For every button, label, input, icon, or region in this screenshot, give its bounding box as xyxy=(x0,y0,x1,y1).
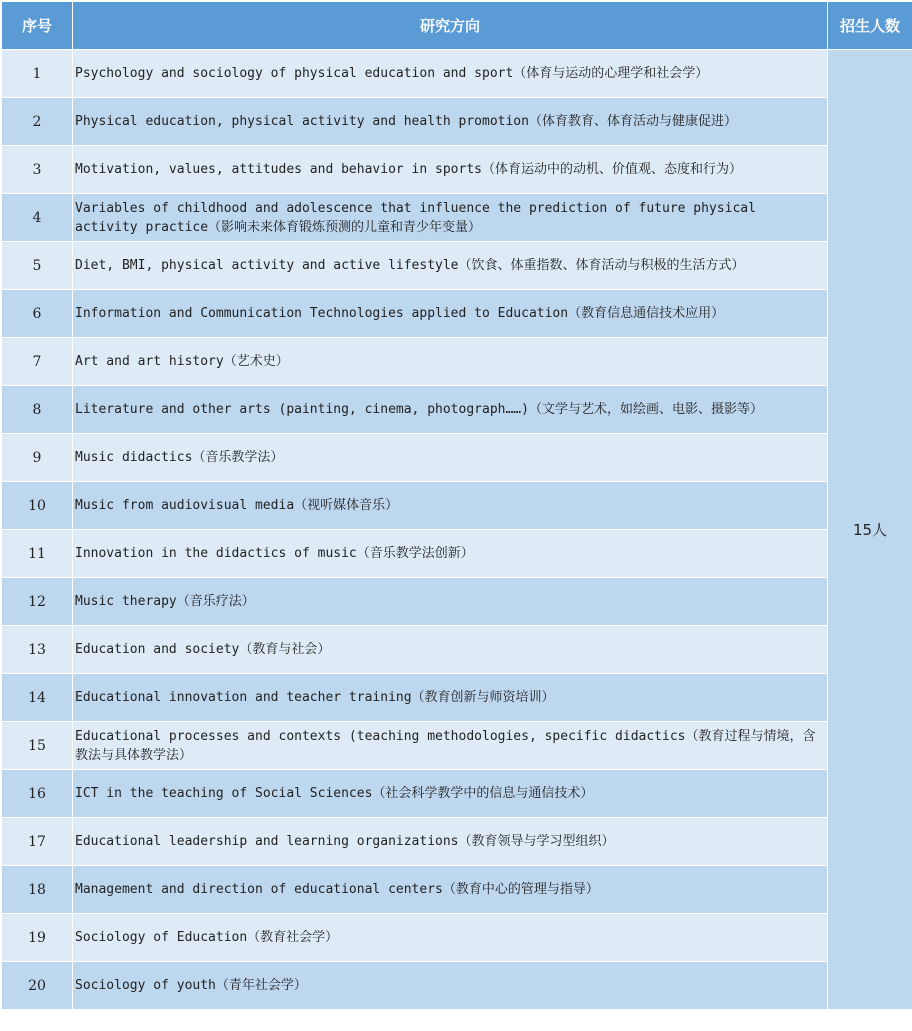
row-research-direction: Music from audiovisual media（视听媒体音乐） xyxy=(73,482,828,530)
header-quota: 招生人数 xyxy=(828,2,912,50)
table-row xyxy=(2,98,912,146)
table-row xyxy=(2,674,912,722)
row-index: 16 xyxy=(2,770,73,818)
row-research-direction: Sociology of Education（教育社会学） xyxy=(73,914,828,962)
table-header-row xyxy=(2,2,912,50)
row-research-direction: Literature and other arts (painting, cinema, photograph……)（文学与艺术，如绘画、电影、摄影等） xyxy=(73,386,828,434)
row-research-direction: Information and Communication Technologies applied to Education（教育信息通信技术应用） xyxy=(73,290,828,338)
row-index: 9 xyxy=(2,434,73,482)
row-index: 2 xyxy=(2,98,73,146)
row-research-direction: Educational processes and contexts (teaching methodologies, specific didactics（教育过程与情境，含教法与具体教学法） xyxy=(73,722,828,770)
row-research-direction: Innovation in the didactics of music（音乐教学法创新） xyxy=(73,530,828,578)
row-research-direction: Art and art history（艺术史） xyxy=(73,338,828,386)
row-research-direction: Physical education, physical activity and health promotion（体育教育、体育活动与健康促进） xyxy=(73,98,828,146)
table-row xyxy=(2,770,912,818)
table-row xyxy=(2,578,912,626)
row-index: 6 xyxy=(2,290,73,338)
table-body xyxy=(2,50,912,1010)
row-index: 14 xyxy=(2,674,73,722)
table-row xyxy=(2,386,912,434)
table-row xyxy=(2,50,912,98)
row-index: 13 xyxy=(2,626,73,674)
row-index: 17 xyxy=(2,818,73,866)
row-index: 18 xyxy=(2,866,73,914)
table-row xyxy=(2,482,912,530)
row-research-direction: Motivation, values, attitudes and behavior in sports（体育运动中的动机、价值观、态度和行为） xyxy=(73,146,828,194)
row-index: 4 xyxy=(2,194,73,242)
row-index: 12 xyxy=(2,578,73,626)
enrollment-quota: 15人 xyxy=(828,50,912,1010)
row-index: 11 xyxy=(2,530,73,578)
table-row xyxy=(2,818,912,866)
row-research-direction: Music therapy（音乐疗法） xyxy=(73,578,828,626)
table-row xyxy=(2,530,912,578)
header-index: 序号 xyxy=(2,2,73,50)
row-research-direction: Psychology and sociology of physical education and sport（体育与运动的心理学和社会学） xyxy=(73,50,828,98)
table-row xyxy=(2,962,912,1010)
row-research-direction: Educational leadership and learning organizations（教育领导与学习型组织） xyxy=(73,818,828,866)
table-row xyxy=(2,338,912,386)
research-directions-table xyxy=(1,1,912,1010)
table-row xyxy=(2,242,912,290)
row-index: 19 xyxy=(2,914,73,962)
row-research-direction: ICT in the teaching of Social Sciences（社会科学教学中的信息与通信技术） xyxy=(73,770,828,818)
table-row xyxy=(2,866,912,914)
row-research-direction: Diet, BMI, physical activity and active lifestyle（饮食、体重指数、体育活动与积极的生活方式） xyxy=(73,242,828,290)
row-index: 10 xyxy=(2,482,73,530)
row-index: 7 xyxy=(2,338,73,386)
table-row xyxy=(2,434,912,482)
row-research-direction: Music didactics（音乐教学法） xyxy=(73,434,828,482)
row-index: 5 xyxy=(2,242,73,290)
row-research-direction: Variables of childhood and adolescence that influence the prediction of future physical activity practice（影响未来体育锻炼预测的儿童和青少年变量） xyxy=(73,194,828,242)
table-row xyxy=(2,194,912,242)
table-row xyxy=(2,290,912,338)
row-index: 8 xyxy=(2,386,73,434)
row-research-direction: Sociology of youth（青年社会学） xyxy=(73,962,828,1010)
table-row xyxy=(2,626,912,674)
row-research-direction: Management and direction of educational centers（教育中心的管理与指导） xyxy=(73,866,828,914)
row-index: 15 xyxy=(2,722,73,770)
row-research-direction: Education and society（教育与社会） xyxy=(73,626,828,674)
header-direction: 研究方向 xyxy=(73,2,828,50)
row-index: 1 xyxy=(2,50,73,98)
row-research-direction: Educational innovation and teacher training（教育创新与师资培训） xyxy=(73,674,828,722)
row-index: 20 xyxy=(2,962,73,1010)
row-index: 3 xyxy=(2,146,73,194)
table-row xyxy=(2,722,912,770)
table-row xyxy=(2,146,912,194)
table-row xyxy=(2,914,912,962)
